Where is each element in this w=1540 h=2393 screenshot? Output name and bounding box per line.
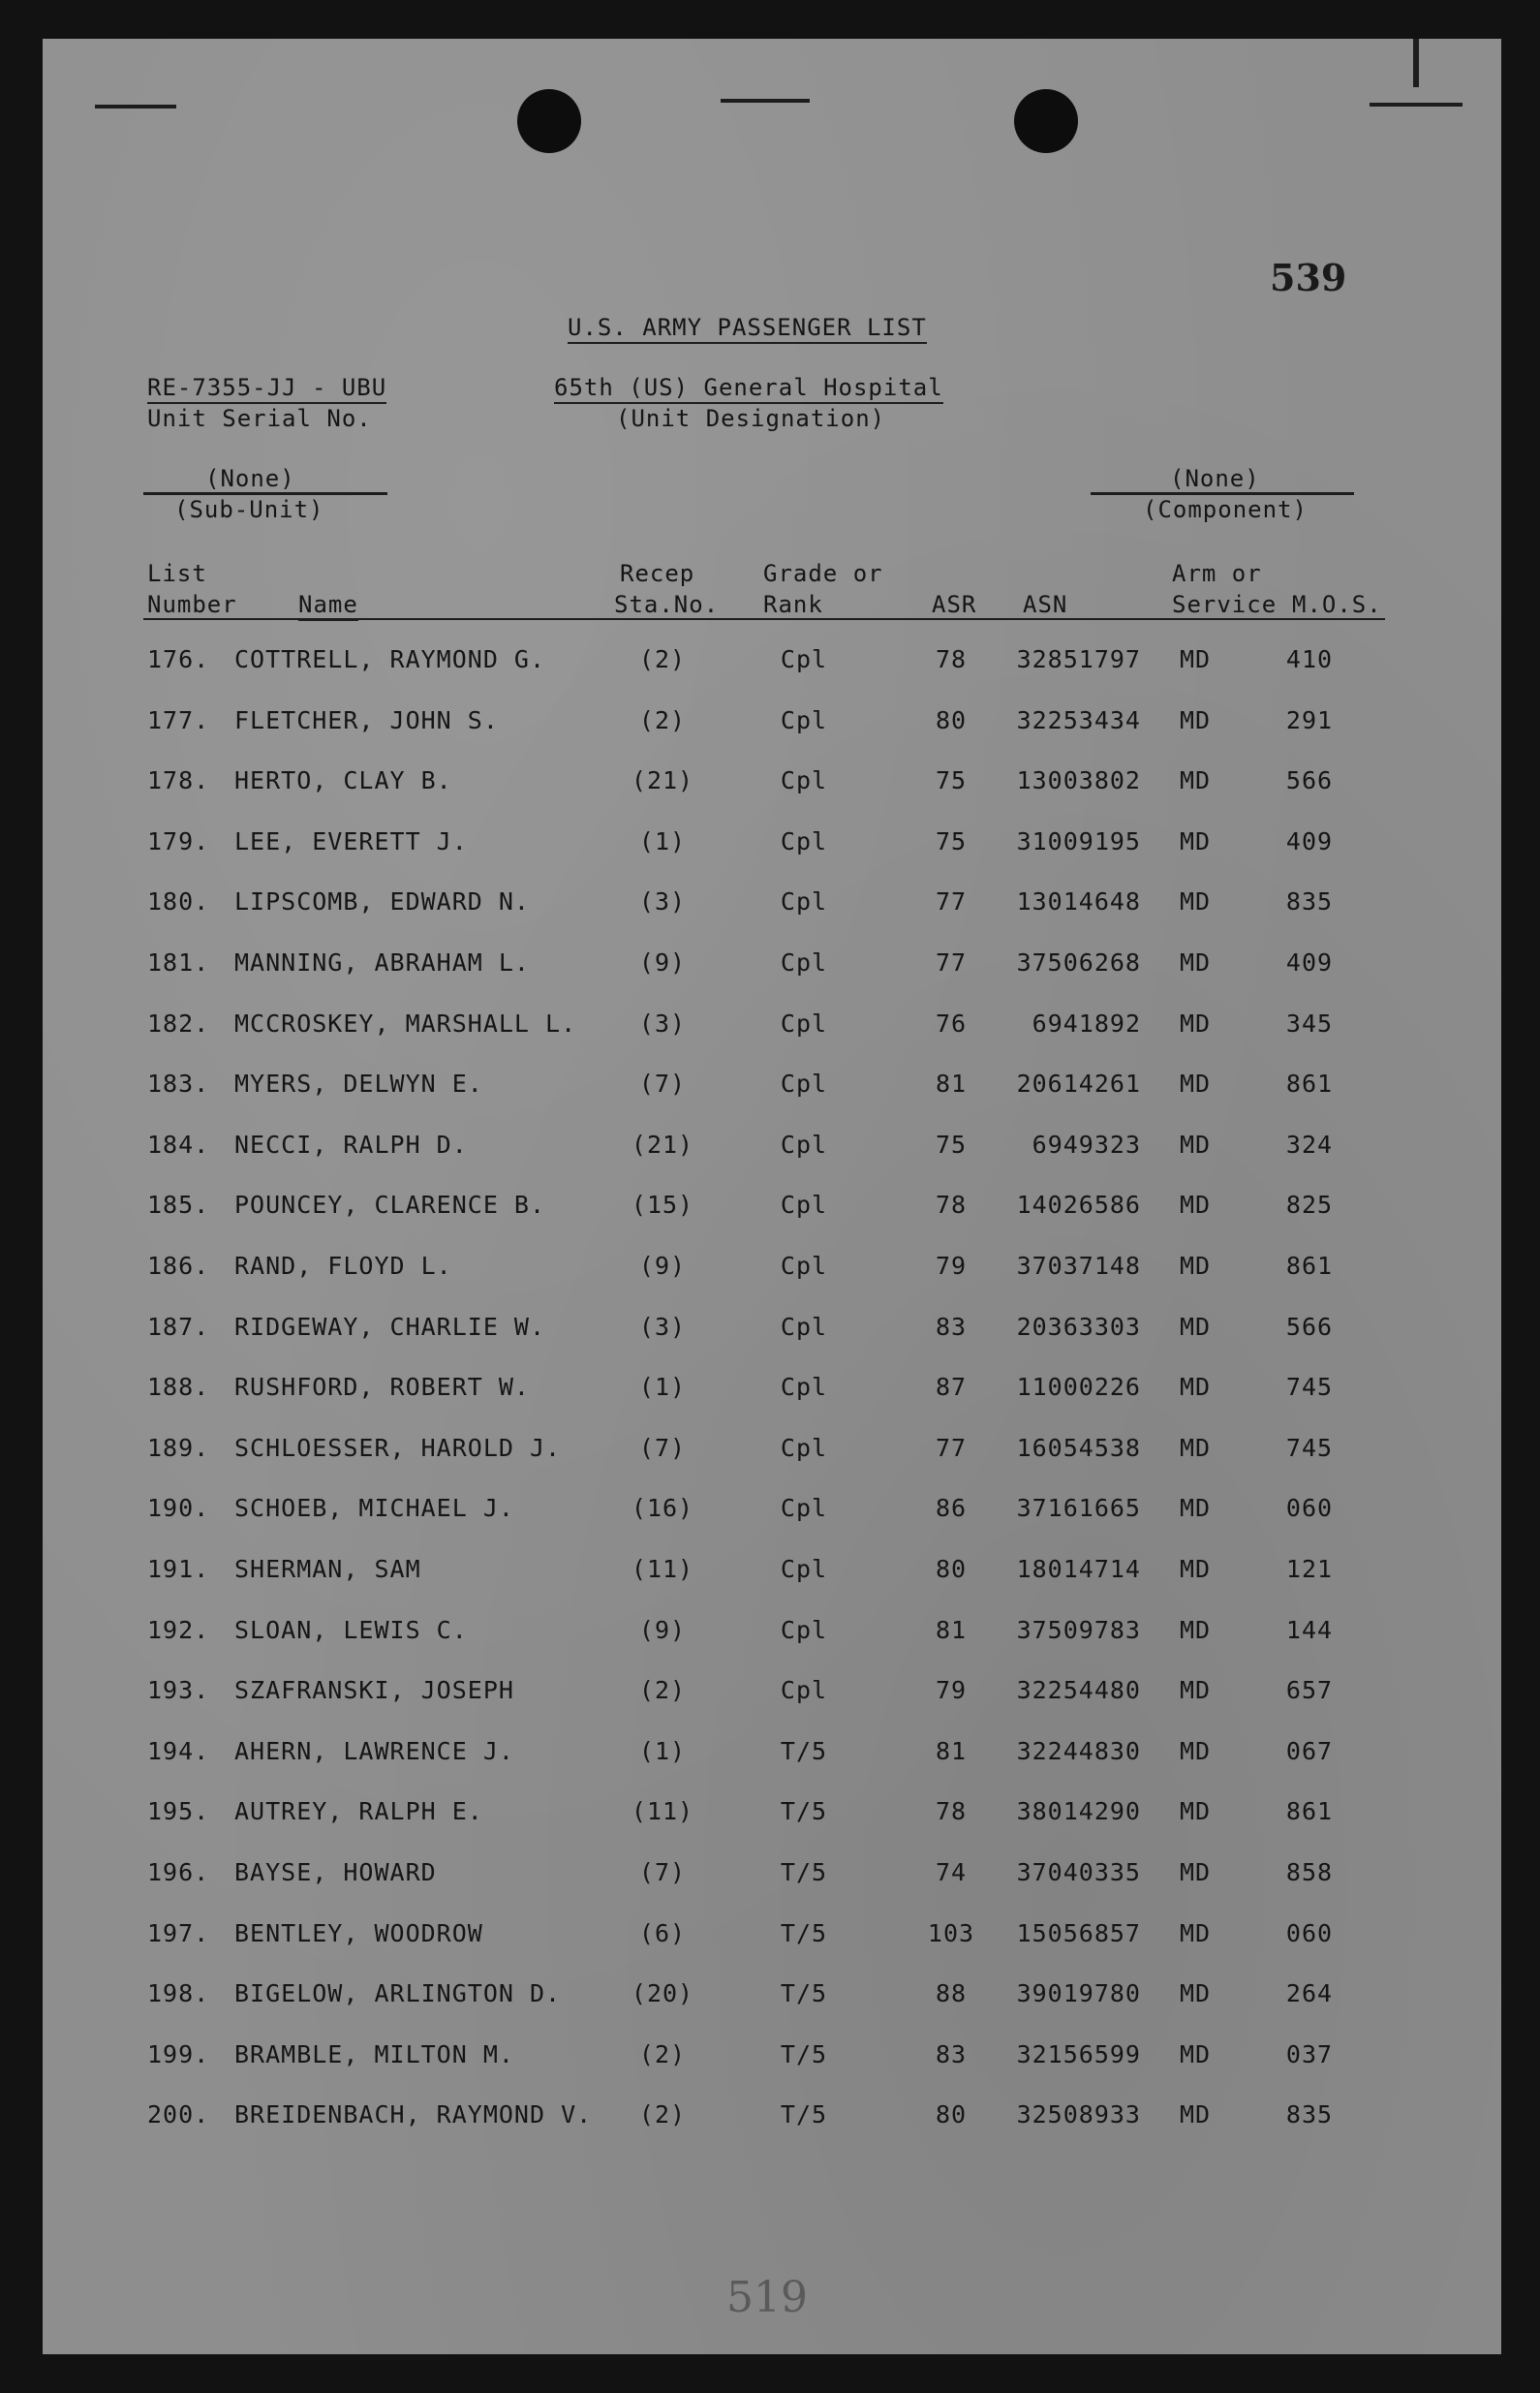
row-grade: Cpl xyxy=(780,1009,828,1038)
row-name: SCHOEB, MICHAEL J. xyxy=(234,1494,514,1523)
row-grade: Cpl xyxy=(780,1373,828,1402)
row-grade: Cpl xyxy=(780,645,828,673)
row-name: AUTREY, RALPH E. xyxy=(234,1797,483,1826)
row-asn: 39019780 xyxy=(1016,1979,1141,2008)
row-mos: 835 xyxy=(1285,2100,1334,2129)
row-asn: 37037148 xyxy=(1016,1252,1141,1280)
unit-serial-value xyxy=(147,374,386,401)
row-arm-service: MD xyxy=(1179,645,1212,673)
col-header-asr: ASR xyxy=(932,591,977,618)
row-name: LIPSCOMB, EDWARD N. xyxy=(234,887,530,917)
row-asn: 37509783 xyxy=(1016,1615,1141,1644)
row-recep-station: (9) xyxy=(638,948,687,977)
row-recep-station: (9) xyxy=(638,1615,687,1644)
row-name: AHERN, LAWRENCE J. xyxy=(234,1736,514,1765)
row-arm-service: MD xyxy=(1179,1615,1212,1644)
row-grade: T/5 xyxy=(780,1858,828,1886)
col-header-arm-bottom: Service xyxy=(1172,591,1278,618)
row-asr: 75 xyxy=(935,826,968,855)
row-list-number: 178. xyxy=(147,766,210,795)
col-header-recep-top: Recep xyxy=(620,560,695,587)
column-header-rule xyxy=(143,618,1385,620)
sub-unit-rule xyxy=(143,492,387,495)
col-header-arm-top: Arm or xyxy=(1172,560,1262,587)
row-recep-station: (21) xyxy=(631,766,694,795)
row-list-number: 187. xyxy=(147,1312,210,1341)
row-name: BRAMBLE, MILTON M. xyxy=(234,2039,514,2068)
row-list-number: 177. xyxy=(147,705,210,734)
row-asr: 80 xyxy=(935,1555,968,1583)
row-mos: 324 xyxy=(1285,1130,1334,1159)
row-list-number: 196. xyxy=(147,1858,210,1886)
row-mos: 409 xyxy=(1285,948,1334,977)
row-asr: 81 xyxy=(935,1615,968,1644)
row-asr: 76 xyxy=(935,1009,968,1038)
row-arm-service: MD xyxy=(1179,1009,1212,1038)
row-name: SLOAN, LEWIS C. xyxy=(234,1615,468,1644)
row-recep-station: (3) xyxy=(638,1312,687,1341)
row-recep-station: (3) xyxy=(638,1009,687,1038)
component-label: (Component) xyxy=(1143,496,1308,523)
row-recep-station: (11) xyxy=(631,1797,694,1826)
row-list-number: 185. xyxy=(147,1191,210,1220)
col-header-name-text: Name xyxy=(298,591,358,621)
row-list-number: 191. xyxy=(147,1555,210,1583)
top-mark-right xyxy=(1370,103,1463,107)
row-list-number: 179. xyxy=(147,826,210,855)
row-asr: 80 xyxy=(935,705,968,734)
row-arm-service: MD xyxy=(1179,2039,1212,2068)
row-name: SZAFRANSKI, JOSEPH xyxy=(234,1676,514,1705)
row-mos: 835 xyxy=(1285,887,1334,917)
row-name: BENTLEY, WOODROW xyxy=(234,1918,483,1947)
row-list-number: 186. xyxy=(147,1252,210,1280)
row-arm-service: MD xyxy=(1179,1858,1212,1886)
row-grade: Cpl xyxy=(780,1312,828,1341)
unit-designation-text: 65th (US) General Hospital xyxy=(554,374,943,404)
row-mos: 037 xyxy=(1285,2039,1334,2068)
row-name: NECCI, RALPH D. xyxy=(234,1130,468,1159)
row-asn: 32244830 xyxy=(1016,1736,1141,1765)
row-mos: 345 xyxy=(1285,1009,1334,1038)
row-list-number: 192. xyxy=(147,1615,210,1644)
row-arm-service: MD xyxy=(1179,1312,1212,1341)
row-grade: T/5 xyxy=(780,2039,828,2068)
row-arm-service: MD xyxy=(1179,1070,1212,1099)
col-header-list: List xyxy=(147,560,207,587)
row-asr: 86 xyxy=(935,1494,968,1523)
row-asr: 83 xyxy=(935,1312,968,1341)
row-arm-service: MD xyxy=(1179,1797,1212,1826)
row-grade: Cpl xyxy=(780,1615,828,1644)
row-grade: Cpl xyxy=(780,1070,828,1099)
row-recep-station: (2) xyxy=(638,705,687,734)
row-asn: 11000226 xyxy=(1016,1373,1141,1402)
row-grade: Cpl xyxy=(780,1676,828,1705)
row-asr: 79 xyxy=(935,1252,968,1280)
row-grade: T/5 xyxy=(780,1979,828,2008)
row-grade: T/5 xyxy=(780,1797,828,1826)
document-page xyxy=(43,39,1501,2354)
col-header-name xyxy=(298,589,358,620)
row-asr: 80 xyxy=(935,2100,968,2129)
row-arm-service: MD xyxy=(1179,1676,1212,1705)
row-list-number: 176. xyxy=(147,645,210,673)
row-asn: 15056857 xyxy=(1016,1918,1141,1947)
row-mos: 410 xyxy=(1285,645,1334,673)
row-grade: Cpl xyxy=(780,705,828,734)
row-asn: 32253434 xyxy=(1016,705,1141,734)
component-rule xyxy=(1091,492,1354,495)
row-arm-service: MD xyxy=(1179,705,1212,734)
row-list-number: 189. xyxy=(147,1433,210,1462)
row-arm-service: MD xyxy=(1179,766,1212,795)
row-name: BIGELOW, ARLINGTON D. xyxy=(234,1979,562,2008)
row-grade: Cpl xyxy=(780,948,828,977)
row-grade: Cpl xyxy=(780,1130,828,1159)
row-asr: 78 xyxy=(935,1191,968,1220)
row-recep-station: (9) xyxy=(638,1252,687,1280)
row-mos: 861 xyxy=(1285,1252,1334,1280)
row-mos: 825 xyxy=(1285,1191,1334,1220)
row-recep-station: (3) xyxy=(638,887,687,917)
row-name: BREIDENBACH, RAYMOND V. xyxy=(234,2100,593,2129)
handwritten-annotation: 519 xyxy=(726,2273,808,2322)
row-mos: 745 xyxy=(1285,1373,1334,1402)
row-asr: 81 xyxy=(935,1070,968,1099)
row-mos: 861 xyxy=(1285,1797,1334,1826)
row-recep-station: (21) xyxy=(631,1130,694,1159)
row-asn: 37161665 xyxy=(1016,1494,1141,1523)
row-asr: 74 xyxy=(935,1858,968,1886)
row-recep-station: (1) xyxy=(638,1373,687,1402)
top-mark-corner xyxy=(1413,39,1419,87)
row-asr: 83 xyxy=(935,2039,968,2068)
row-asr: 87 xyxy=(935,1373,968,1402)
row-name: BAYSE, HOWARD xyxy=(234,1858,437,1886)
row-mos: 861 xyxy=(1285,1070,1334,1099)
row-mos: 566 xyxy=(1285,766,1334,795)
row-mos: 264 xyxy=(1285,1979,1334,2008)
row-list-number: 184. xyxy=(147,1130,210,1159)
row-asn: 16054538 xyxy=(1016,1433,1141,1462)
row-list-number: 197. xyxy=(147,1918,210,1947)
row-list-number: 199. xyxy=(147,2039,210,2068)
row-name: MANNING, ABRAHAM L. xyxy=(234,948,530,977)
row-grade: Cpl xyxy=(780,766,828,795)
row-asr: 78 xyxy=(935,1797,968,1826)
row-name: MCCROSKEY, MARSHALL L. xyxy=(234,1009,577,1038)
row-name: SCHLOESSER, HAROLD J. xyxy=(234,1433,562,1462)
row-name: COTTRELL, RAYMOND G. xyxy=(234,645,546,673)
row-mos: 745 xyxy=(1285,1433,1334,1462)
row-asr: 103 xyxy=(927,1918,975,1947)
row-name: RAND, FLOYD L. xyxy=(234,1252,452,1280)
row-asr: 77 xyxy=(935,1433,968,1462)
sub-unit-value: (None) xyxy=(205,465,295,492)
col-header-asn: ASN xyxy=(1023,591,1068,618)
top-mark-left xyxy=(95,105,176,109)
row-grade: Cpl xyxy=(780,826,828,855)
row-recep-station: (16) xyxy=(631,1494,694,1523)
row-grade: Cpl xyxy=(780,1252,828,1280)
row-mos: 657 xyxy=(1285,1676,1334,1705)
unit-designation-value xyxy=(554,374,943,401)
row-asr: 77 xyxy=(935,887,968,917)
unit-serial-text: RE-7355-JJ - UBU xyxy=(147,374,386,404)
row-asn: 31009195 xyxy=(1016,826,1141,855)
row-recep-station: (7) xyxy=(638,1433,687,1462)
row-asr: 75 xyxy=(935,766,968,795)
row-recep-station: (15) xyxy=(631,1191,694,1220)
sub-unit-label: (Sub-Unit) xyxy=(174,496,324,523)
row-asn: 32851797 xyxy=(1016,645,1141,673)
row-recep-station: (2) xyxy=(638,1676,687,1705)
row-grade: T/5 xyxy=(780,2100,828,2129)
row-grade: T/5 xyxy=(780,1736,828,1765)
row-recep-station: (1) xyxy=(638,1736,687,1765)
row-arm-service: MD xyxy=(1179,826,1212,855)
col-header-grade-bottom: Rank xyxy=(763,591,823,618)
row-arm-service: MD xyxy=(1179,2100,1212,2129)
unit-designation-label: (Unit Designation) xyxy=(616,405,886,432)
row-list-number: 181. xyxy=(147,948,210,977)
row-asr: 78 xyxy=(935,645,968,673)
row-list-number: 182. xyxy=(147,1009,210,1038)
row-arm-service: MD xyxy=(1179,1252,1212,1280)
row-name: FLETCHER, JOHN S. xyxy=(234,705,499,734)
row-list-number: 180. xyxy=(147,887,210,917)
component-value: (None) xyxy=(1170,465,1260,492)
col-header-grade xyxy=(763,558,883,620)
row-mos: 144 xyxy=(1285,1615,1334,1644)
col-header-number: Number xyxy=(147,591,237,618)
col-header-grade-top: Grade or xyxy=(763,560,883,587)
row-grade: Cpl xyxy=(780,887,828,917)
row-mos: 291 xyxy=(1285,705,1334,734)
row-asr: 75 xyxy=(935,1130,968,1159)
col-header-recep xyxy=(614,558,719,620)
row-arm-service: MD xyxy=(1179,1979,1212,2008)
row-arm-service: MD xyxy=(1179,948,1212,977)
page-title-text: U.S. ARMY PASSENGER LIST xyxy=(568,314,927,344)
row-name: MYERS, DELWYN E. xyxy=(234,1070,483,1099)
row-arm-service: MD xyxy=(1179,1555,1212,1583)
row-arm-service: MD xyxy=(1179,887,1212,917)
row-recep-station: (7) xyxy=(638,1070,687,1099)
row-asr: 81 xyxy=(935,1736,968,1765)
row-asn: 32254480 xyxy=(1016,1676,1141,1705)
row-name: SHERMAN, SAM xyxy=(234,1555,421,1583)
row-list-number: 183. xyxy=(147,1070,210,1099)
row-list-number: 194. xyxy=(147,1736,210,1765)
row-asr: 79 xyxy=(935,1676,968,1705)
row-list-number: 193. xyxy=(147,1676,210,1705)
row-name: RUSHFORD, ROBERT W. xyxy=(234,1373,530,1402)
row-asn: 37506268 xyxy=(1016,948,1141,977)
row-recep-station: (20) xyxy=(631,1979,694,2008)
row-arm-service: MD xyxy=(1179,1191,1212,1220)
row-mos: 858 xyxy=(1285,1858,1334,1886)
row-asn: 32508933 xyxy=(1016,2100,1141,2129)
row-list-number: 190. xyxy=(147,1494,210,1523)
row-recep-station: (2) xyxy=(638,2039,687,2068)
row-recep-station: (2) xyxy=(638,2100,687,2129)
row-mos: 060 xyxy=(1285,1494,1334,1523)
row-asn: 14026586 xyxy=(1016,1191,1141,1220)
col-header-mos: M.O.S. xyxy=(1292,591,1382,618)
row-name: RIDGEWAY, CHARLIE W. xyxy=(234,1312,546,1341)
row-asn: 6949323 xyxy=(1032,1130,1141,1159)
top-mark-center xyxy=(721,99,810,103)
row-mos: 566 xyxy=(1285,1312,1334,1341)
page-title xyxy=(568,314,927,341)
row-list-number: 198. xyxy=(147,1979,210,2008)
row-asn: 37040335 xyxy=(1016,1858,1141,1886)
row-grade: Cpl xyxy=(780,1433,828,1462)
row-arm-service: MD xyxy=(1179,1736,1212,1765)
row-mos: 121 xyxy=(1285,1555,1334,1583)
row-asn: 18014714 xyxy=(1016,1555,1141,1583)
row-recep-station: (11) xyxy=(631,1555,694,1583)
row-asn: 20363303 xyxy=(1016,1312,1141,1341)
row-list-number: 188. xyxy=(147,1373,210,1402)
punch-hole-right xyxy=(1014,89,1078,153)
row-asn: 32156599 xyxy=(1016,2039,1141,2068)
row-asn: 13003802 xyxy=(1016,766,1141,795)
row-asr: 77 xyxy=(935,948,968,977)
row-arm-service: MD xyxy=(1179,1373,1212,1402)
row-name: HERTO, CLAY B. xyxy=(234,766,452,795)
row-arm-service: MD xyxy=(1179,1433,1212,1462)
row-asn: 6941892 xyxy=(1032,1009,1141,1038)
col-header-recep-bottom: Sta.No. xyxy=(614,591,720,618)
row-list-number: 195. xyxy=(147,1797,210,1826)
row-recep-station: (7) xyxy=(638,1858,687,1886)
row-mos: 409 xyxy=(1285,826,1334,855)
row-mos: 060 xyxy=(1285,1918,1334,1947)
row-recep-station: (2) xyxy=(638,645,687,673)
row-mos: 067 xyxy=(1285,1736,1334,1765)
row-recep-station: (1) xyxy=(638,826,687,855)
page-number: 539 xyxy=(1270,256,1347,299)
row-arm-service: MD xyxy=(1179,1130,1212,1159)
row-grade: Cpl xyxy=(780,1555,828,1583)
row-asn: 38014290 xyxy=(1016,1797,1141,1826)
row-arm-service: MD xyxy=(1179,1494,1212,1523)
row-grade: T/5 xyxy=(780,1918,828,1947)
row-arm-service: MD xyxy=(1179,1918,1212,1947)
row-asn: 13014648 xyxy=(1016,887,1141,917)
row-name: POUNCEY, CLARENCE B. xyxy=(234,1191,546,1220)
row-grade: Cpl xyxy=(780,1494,828,1523)
col-header-arm xyxy=(1172,558,1277,620)
row-asn: 20614261 xyxy=(1016,1070,1141,1099)
col-header-list-number xyxy=(147,558,237,620)
row-list-number: 200. xyxy=(147,2100,210,2129)
unit-serial-label: Unit Serial No. xyxy=(147,405,372,432)
row-recep-station: (6) xyxy=(638,1918,687,1947)
row-asr: 88 xyxy=(935,1979,968,2008)
punch-hole-left xyxy=(517,89,581,153)
row-grade: Cpl xyxy=(780,1191,828,1220)
row-name: LEE, EVERETT J. xyxy=(234,826,468,855)
